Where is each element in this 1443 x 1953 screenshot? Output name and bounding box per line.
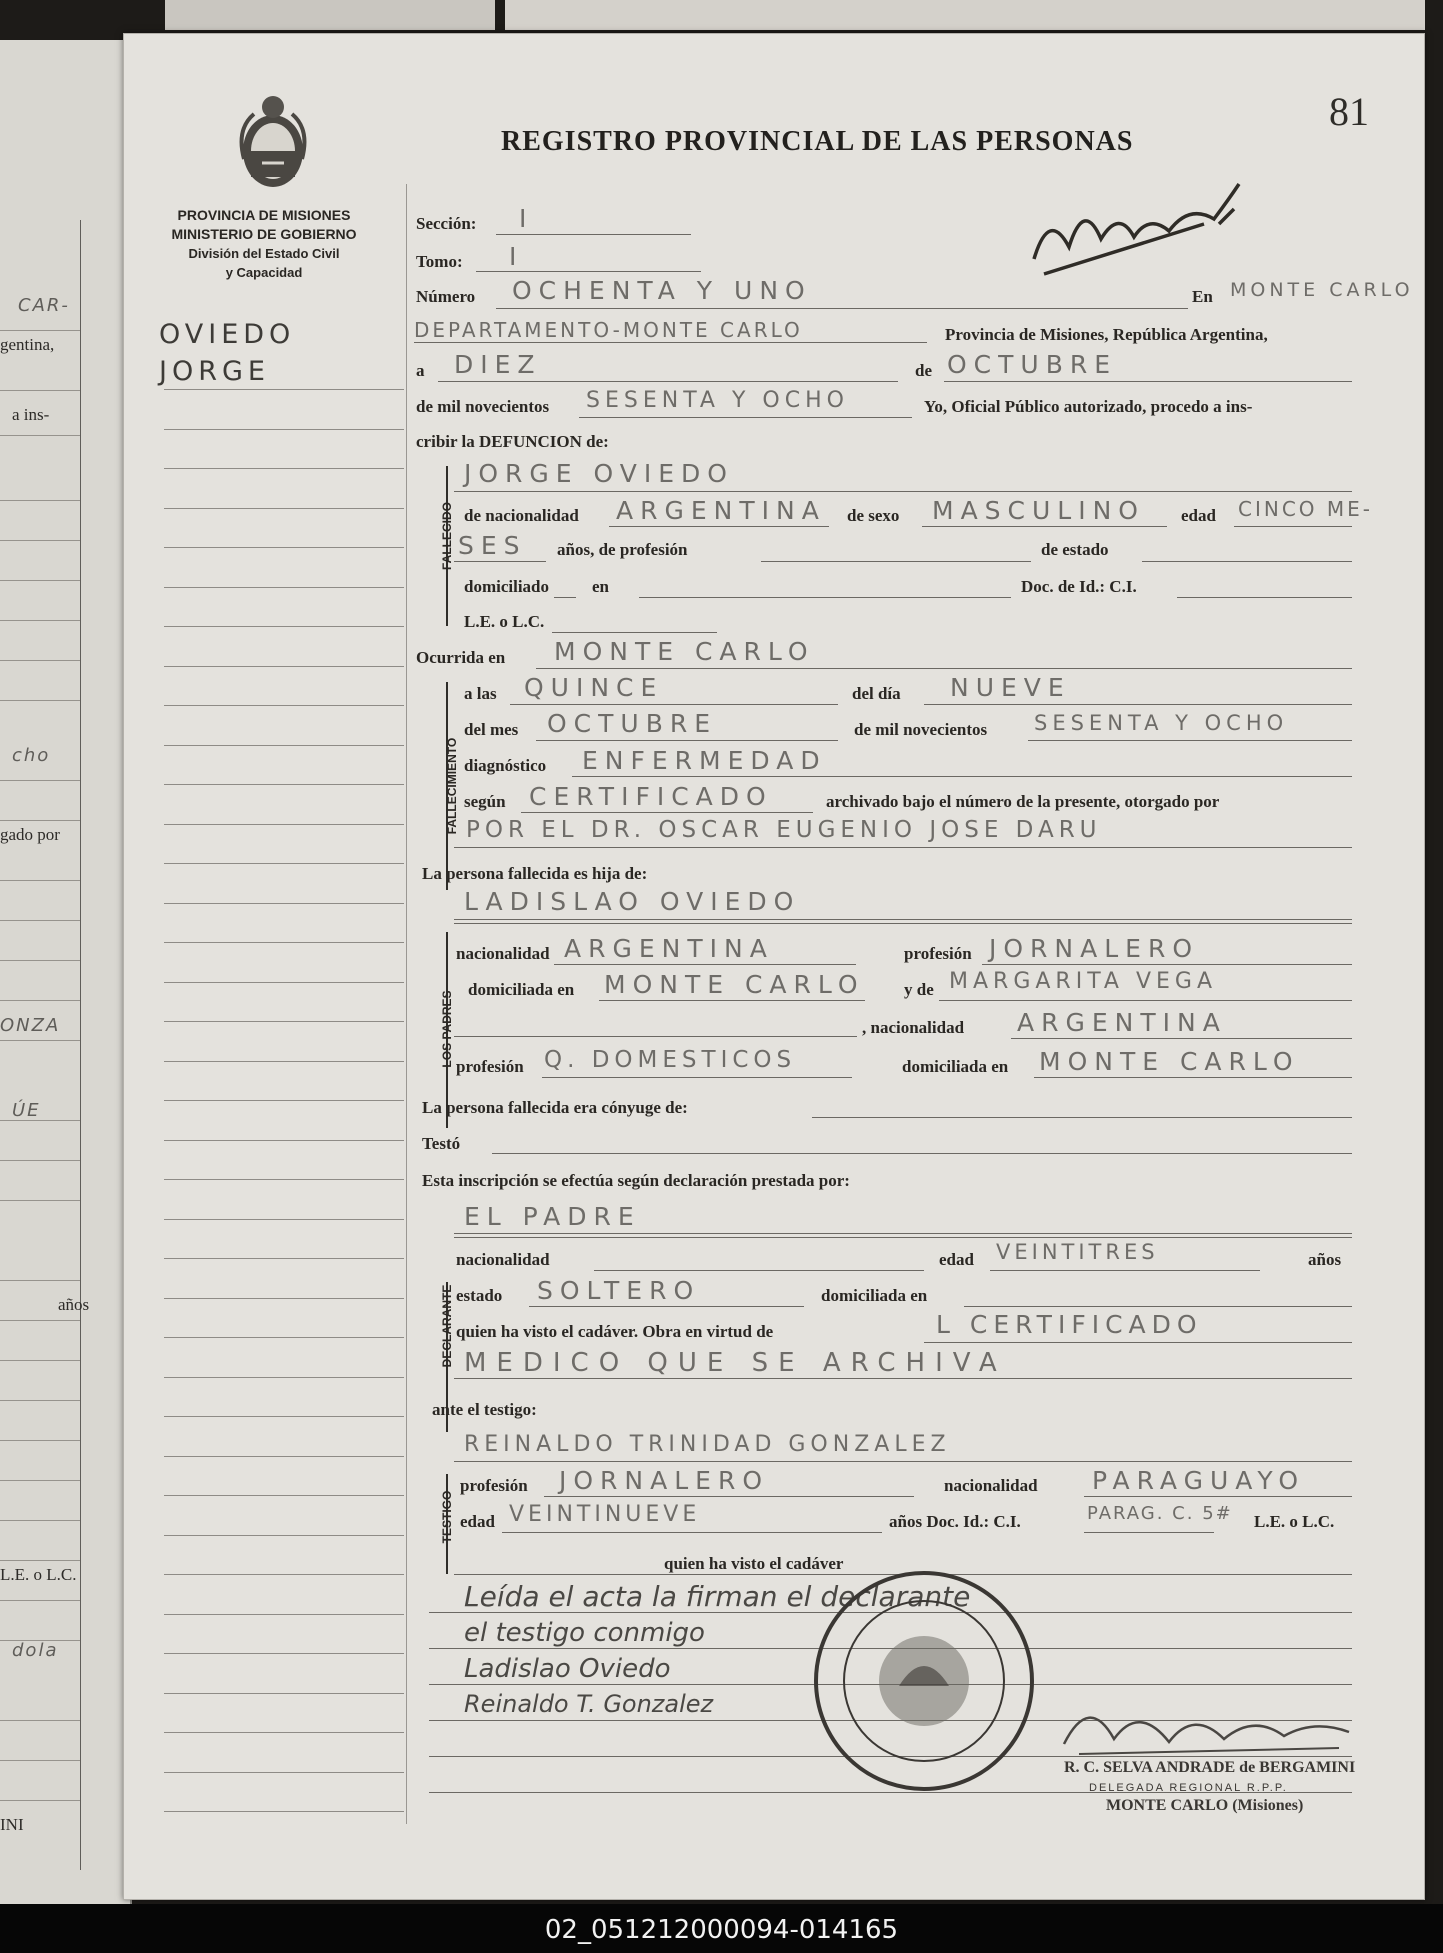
stub-ruled-line — [164, 1732, 404, 1733]
label-declarante-nacionalidad: nacionalidad — [456, 1250, 550, 1269]
stub-ruled-line — [164, 1100, 404, 1101]
label-de-mil: de mil novecientos — [416, 397, 550, 416]
stub-ruled-line — [164, 626, 404, 627]
label-seccion: Sección: — [416, 214, 477, 233]
label-testigo-le-lc: L.E. o L.C. — [1254, 1512, 1335, 1531]
stub-ruled-line — [164, 1021, 404, 1022]
stub-ruled-line — [164, 1258, 404, 1259]
section-label-fallecido: FALLECIDO — [440, 502, 454, 570]
footer-bar — [0, 1904, 1443, 1953]
stub-ruled-line — [164, 824, 404, 825]
label-testigo-profesion: profesión — [460, 1476, 528, 1495]
value-anio: SESENTA Y OCHO — [586, 388, 849, 413]
label-declarante-anos: años — [1308, 1250, 1342, 1269]
label-domiciliado: domiciliado — [464, 577, 550, 596]
ministry-header — [124, 206, 404, 282]
value-nacionalidad: ARGENTINA — [616, 496, 826, 525]
value-obra-virtud-1: L CERTIFICADO — [936, 1310, 1203, 1339]
value-testigo: REINALDO TRINIDAD GONZALEZ — [464, 1432, 951, 1457]
label-testo: Testó — [422, 1134, 461, 1153]
label-segun: según — [464, 792, 506, 811]
value-madre-domicilio: MONTE CARLO — [1039, 1047, 1300, 1076]
officer-place: MONTE CARLO (Misiones) — [1106, 1797, 1304, 1814]
stub-ruled-line — [164, 1535, 404, 1536]
label-de-sexo: de sexo — [847, 506, 900, 525]
value-testigo-edad: VEINTINUEVE — [509, 1502, 701, 1527]
left-fragment-2: gentina, — [0, 335, 55, 354]
label-en-2: en — [592, 577, 609, 596]
left-fragment-4: cho — [12, 745, 51, 766]
label-inscribir: cribir la DEFUNCION de: — [416, 432, 609, 451]
label-declarante-edad: edad — [939, 1250, 974, 1269]
stub-surname: OVIEDO — [159, 319, 296, 350]
stub-ruled-line — [164, 784, 404, 785]
stub-ruled-line — [164, 863, 404, 864]
stub-ruled-line — [164, 942, 404, 943]
value-testigo-nacionalidad: PARAGUAYO — [1092, 1466, 1306, 1495]
left-fragment-5: gado por — [0, 825, 60, 844]
page-number: 81 — [1329, 89, 1369, 134]
stub-ruled-line — [164, 1219, 404, 1220]
stub-ruled-line — [164, 1337, 404, 1338]
value-anio-fallec: SESENTA Y OCHO — [1034, 711, 1289, 735]
label-inscripcion: Esta inscripción se efectúa según declaración prestada por: — [422, 1171, 850, 1190]
value-segun: CERTIFICADO — [529, 782, 773, 811]
footer-image-id: 02_051212000094-014165 — [544, 1915, 899, 1945]
label-quien-visto: quien ha visto el cadáver. Obra en virtud de — [456, 1322, 774, 1341]
left-fragment-1: CAR- — [18, 295, 70, 316]
value-del-dia: NUEVE — [950, 673, 1071, 702]
stub-ruled-line — [164, 1298, 404, 1299]
label-anos-profesion: años, de profesión — [557, 540, 688, 559]
stub-ruled-line — [164, 1653, 404, 1654]
ministry-line-2: MINISTERIO DE GOBIERNO — [171, 226, 357, 242]
label-numero: Número — [416, 287, 476, 306]
label-declarante-estado: estado — [456, 1286, 503, 1305]
value-tomo: I — [509, 242, 524, 271]
value-obra-virtud-2: MEDICO QUE SE ARCHIVA — [464, 1348, 1007, 1378]
stub-ruled-line — [164, 1614, 404, 1615]
value-a-las: QUINCE — [524, 673, 664, 702]
value-testigo-profesion: JORNALERO — [559, 1466, 769, 1495]
closing-note-line-1: Leída el acta la firman el declarante — [464, 1580, 971, 1613]
label-diagnostico: diagnóstico — [464, 756, 547, 775]
stub-ruled-line — [164, 666, 404, 667]
value-ocurrida-en: MONTE CARLO — [554, 637, 815, 666]
value-madre: MARGARITA VEGA — [949, 969, 1218, 994]
section-label-testigo: TESTIGO — [440, 1490, 454, 1544]
label-de: de — [915, 361, 932, 380]
left-fragment-11: INI — [0, 1815, 24, 1834]
value-otorgado-por: POR EL DR. OSCAR EUGENIO JOSE DARU — [466, 817, 1102, 843]
page-title: REGISTRO PROVINCIAL DE LAS PERSONAS — [501, 126, 1134, 157]
value-declarante-edad: VEINTITRES — [996, 1240, 1159, 1264]
label-madre-profesion: profesión — [456, 1057, 524, 1076]
officer-signature — [1059, 1684, 1359, 1768]
stub-ruled-line — [164, 547, 404, 548]
label-edad: edad — [1181, 506, 1216, 525]
stub-ruled-line — [164, 587, 404, 588]
value-nombre-fallecido: JORGE OVIEDO — [464, 459, 734, 488]
value-en: MONTE CARLO — [1230, 279, 1414, 301]
label-oficial: Yo, Oficial Público autorizado, procedo a ins- — [924, 397, 1253, 416]
value-madre-profesion: Q. DOMESTICOS — [544, 1047, 797, 1073]
top-strip-left — [165, 0, 495, 30]
value-padre: LADISLAO OVIEDO — [464, 887, 801, 916]
stub-ruled-line — [164, 1456, 404, 1457]
left-fragment-10: dola — [12, 1640, 59, 1661]
label-ante-testigo: ante el testigo: — [432, 1400, 537, 1419]
signature-top — [1029, 169, 1259, 293]
label-testigo-anos-doc: años Doc. Id.: C.I. — [889, 1512, 1021, 1531]
value-declarante-estado: SOLTERO — [537, 1276, 701, 1305]
label-a: a — [416, 361, 425, 380]
label-declarante-domiciliada: domiciliada en — [821, 1286, 928, 1305]
label-de-estado: de estado — [1041, 540, 1109, 559]
left-fragment-8: años — [58, 1295, 90, 1314]
label-padre-nacionalidad: nacionalidad — [456, 944, 550, 963]
label-del-dia: del día — [852, 684, 901, 703]
left-page-fragment — [0, 40, 132, 1910]
stub-ruled-line — [164, 1772, 404, 1773]
label-testigo-quien-visto: quien ha visto el cadáver — [664, 1554, 844, 1573]
officer-title: DELEGADA REGIONAL R.P.P. — [1089, 1782, 1288, 1794]
section-label-fallecimiento: FALLECIMIENTO — [445, 737, 459, 835]
stub-ruled-line — [164, 903, 404, 904]
value-del-mes: OCTUBRE — [547, 709, 718, 738]
official-round-stamp — [809, 1566, 1039, 1800]
stub-name: JORGE — [159, 356, 270, 387]
value-padre-domicilio: MONTE CARLO — [604, 970, 865, 999]
value-departamento: DEPARTAMENTO-MONTE CARLO — [414, 318, 803, 342]
stub-ruled-line — [164, 1140, 404, 1141]
ministry-line-4: y Capacidad — [225, 265, 303, 280]
stub-ruled-line — [164, 429, 404, 430]
value-sexo: MASCULINO — [932, 496, 1145, 525]
stub-ruled-line — [164, 1693, 404, 1694]
label-provincia: Provincia de Misiones, República Argentina, — [945, 325, 1268, 344]
label-a-las: a las — [464, 684, 497, 703]
stub-ruled-line — [164, 1377, 404, 1378]
label-de-mil-nov: de mil novecientos — [854, 720, 988, 739]
left-fragment-7: ÚE — [12, 1100, 41, 1121]
value-madre-nacionalidad: ARGENTINA — [1017, 1008, 1227, 1037]
stub-ruled-line — [164, 389, 404, 390]
label-ocurrida-en: Ocurrida en — [416, 648, 506, 667]
coat-of-arms-emblem — [234, 89, 312, 203]
label-conyuge: La persona fallecida era cónyuge de: — [422, 1098, 688, 1117]
label-madre-nacionalidad: , nacionalidad — [862, 1018, 965, 1037]
label-testigo-nacionalidad: nacionalidad — [944, 1476, 1038, 1495]
stub-ruled-line — [164, 468, 404, 469]
label-y-de: y de — [904, 980, 934, 999]
ministry-line-1: PROVINCIA DE MISIONES — [177, 207, 351, 223]
stub-ruled-line — [164, 982, 404, 983]
label-en: En — [1192, 287, 1213, 306]
top-strip-right — [505, 0, 1425, 30]
closing-note-line-3: Ladislao Oviedo — [464, 1654, 671, 1684]
closing-note-line-4: Reinaldo T. Gonzalez — [464, 1690, 714, 1718]
label-archivado: archivado bajo el número de la presente, otorgado por — [826, 792, 1220, 811]
label-testigo-edad: edad — [460, 1512, 495, 1531]
stub-ruled-line — [164, 1179, 404, 1180]
label-madre-domiciliada: domiciliada en — [902, 1057, 1009, 1076]
label-hija-de: La persona fallecida es hija de: — [422, 864, 648, 883]
label-doc-id: Doc. de Id.: C.I. — [1021, 577, 1137, 596]
value-numero: OCHENTA Y UNO — [512, 276, 812, 305]
stub-ruled-line — [164, 1495, 404, 1496]
value-padre-nacionalidad: ARGENTINA — [564, 934, 774, 963]
stub-divider — [406, 184, 407, 1824]
left-fragment-6: ONZA — [0, 1015, 61, 1036]
label-del-mes: del mes — [464, 720, 519, 739]
stub-ruled-line — [164, 1061, 404, 1062]
left-fragment-3: a ins- — [12, 405, 50, 424]
label-tomo: Tomo: — [416, 252, 463, 271]
label-padre-domiciliada: domiciliada en — [468, 980, 575, 999]
stub-ruled-line — [164, 1416, 404, 1417]
officer-name: R. C. SELVA ANDRADE de BERGAMINI — [1064, 1759, 1356, 1776]
death-certificate-page — [123, 33, 1425, 1900]
section-label-declarante: DECLARANTE — [440, 1284, 454, 1368]
stub-ruled-line — [164, 705, 404, 706]
value-a-dia: DIEZ — [454, 350, 542, 379]
value-padre-profesion: JORNALERO — [989, 934, 1199, 963]
closing-note-line-2: el testigo conmigo — [464, 1618, 705, 1648]
stub-ruled-line — [164, 745, 404, 746]
value-de-mes: OCTUBRE — [947, 350, 1118, 379]
stub-ruled-line — [164, 1574, 404, 1575]
label-le-lc: L.E. o L.C. — [464, 612, 545, 631]
label-de-nacionalidad: de nacionalidad — [464, 506, 579, 525]
value-testigo-doc: PARAG. C. 5# — [1087, 1503, 1233, 1524]
stub-ruled-line — [164, 1811, 404, 1812]
value-seccion: I — [519, 204, 534, 233]
value-diagnostico: ENFERMEDAD — [582, 746, 827, 775]
left-fragment-9: L.E. o L.C. — [0, 1565, 77, 1584]
ministry-line-3: División del Estado Civil — [188, 246, 340, 261]
value-declarante: EL PADRE — [464, 1202, 641, 1231]
value-edad-2: SES — [458, 531, 527, 560]
stub-ruled-line — [164, 508, 404, 509]
value-edad-1: CINCO ME- — [1238, 497, 1373, 521]
label-padre-profesion: profesión — [904, 944, 972, 963]
section-label-padres: LOS PADRES — [440, 990, 454, 1068]
